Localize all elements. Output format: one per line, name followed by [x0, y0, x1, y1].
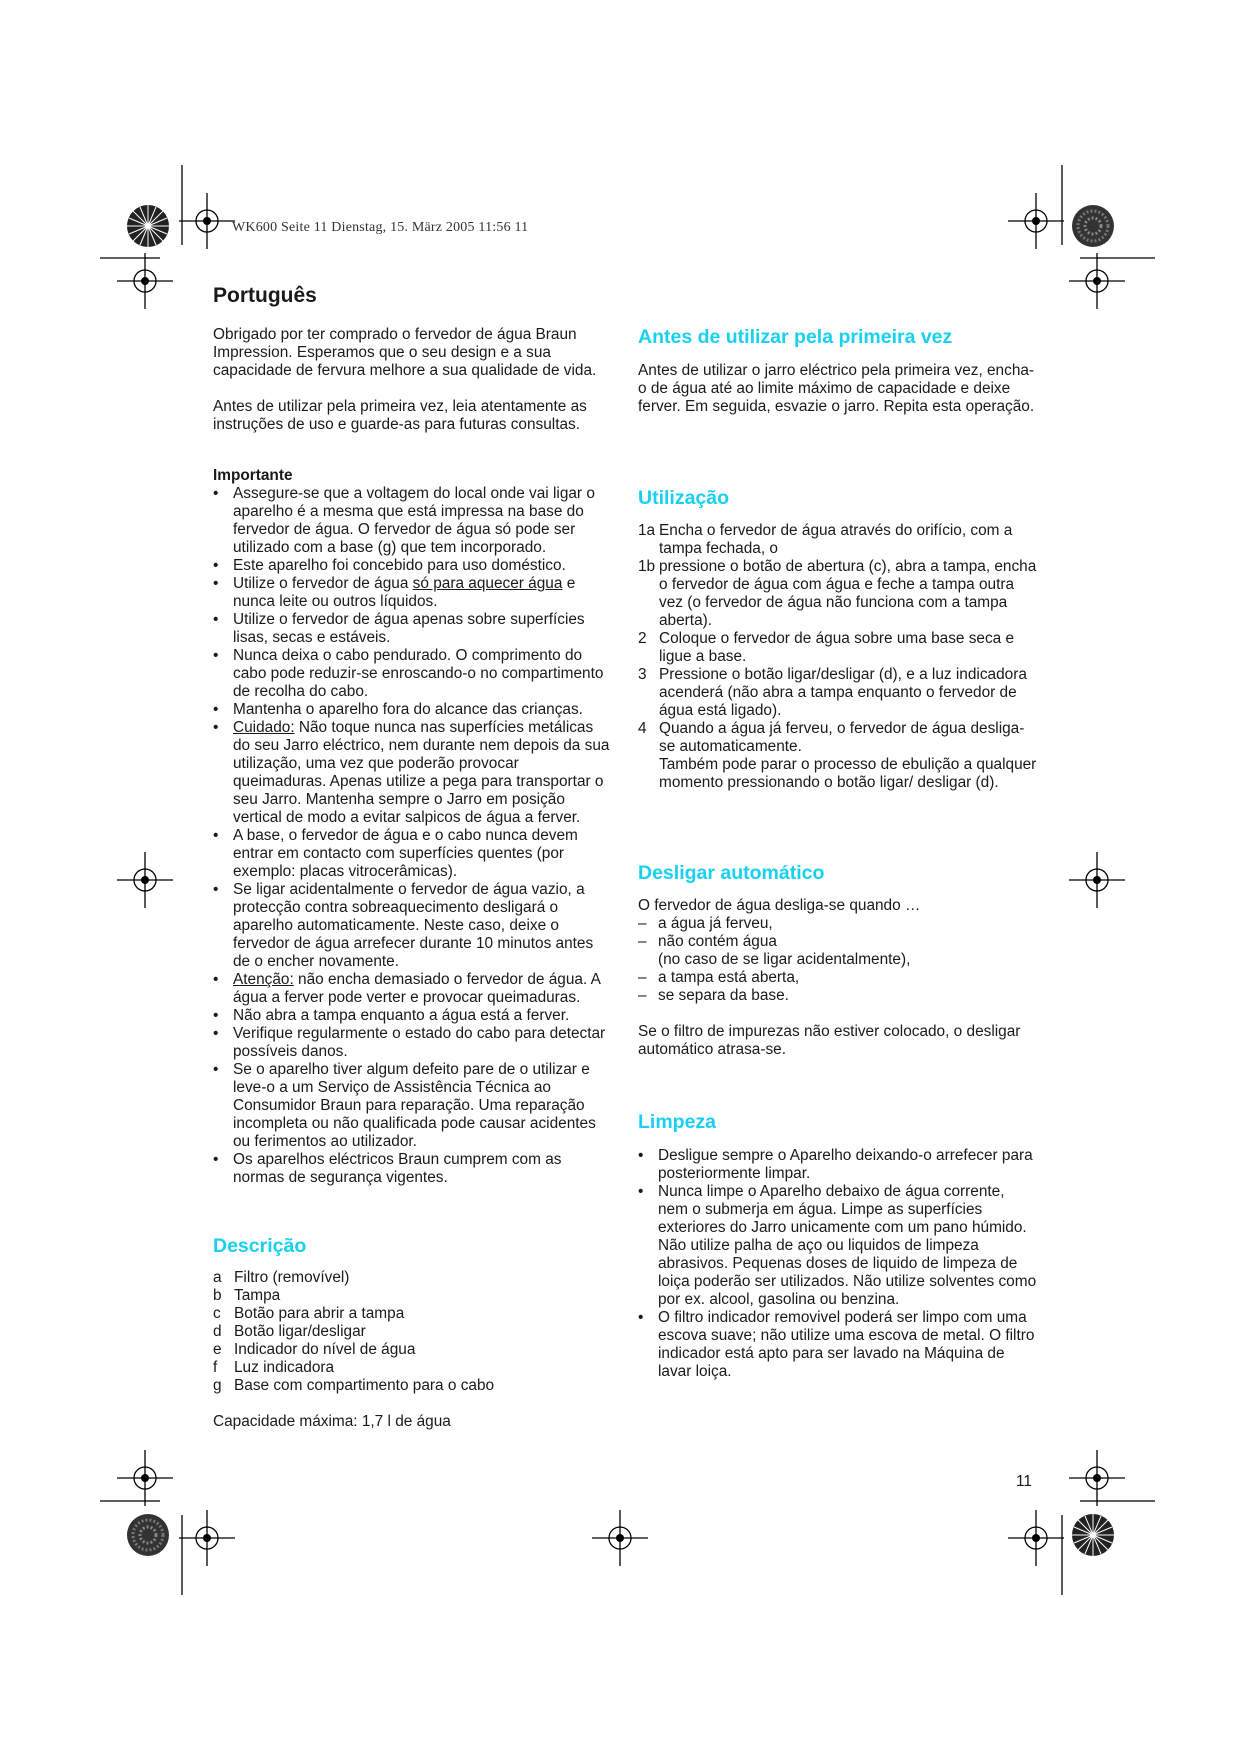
list-item: • Utilize o fervedor de água só para aquecer água e nunca leite ou outros líquidos. [213, 575, 576, 610]
desligar-section [638, 897, 1038, 1059]
list-item: • Este aparelho foi concebido para uso doméstico. [213, 557, 566, 574]
list-item: b Tampa [213, 1287, 281, 1304]
list-item: • Mantenha o aparelho fora do alcance das crianças. [213, 701, 583, 718]
list-item: a Filtro (removível) [213, 1269, 350, 1286]
list-item: • Cuidado: Não toque nunca nas superfícies metálicas do seu Jarro eléctrico, nem durante nem depois da sua utilização, uma vez que poderão provocar queimaduras. Apenas utilize a pega para transportar o seu Jarro. Mantenha sempre o Jarro em posição vertical de modo a evitar salpicos de água a ferver. [213, 719, 610, 826]
bullet-icon: • [213, 971, 219, 988]
registration-mark-bottom-right [1008, 1510, 1114, 1595]
bullet-icon: • [213, 827, 219, 844]
list-item: – a água já ferveu, [638, 915, 773, 932]
importante-heading: Importante [213, 467, 293, 484]
bullet-icon: • [213, 1025, 219, 1042]
bullet-icon: • [213, 557, 219, 574]
list-item: • Utilize o fervedor de água apenas sobre superfícies lisas, secas e estáveis. [213, 611, 585, 646]
list-item: • Se o aparelho tiver algum defeito pare de o utilizar e leve-o a um Serviço de Assistência Técnica ao Consumidor Braun para reparação. Uma reparação incompleta ou não qualificada pode causar acidentes ou ferimentos ao utilizador. [213, 1061, 596, 1150]
registration-mark-bottom-center [592, 1510, 648, 1566]
bullet-icon: • [213, 575, 219, 592]
list-item: g Base com compartimento para o cabo [213, 1377, 495, 1394]
capacity-note: Capacidade máxima: 1,7 l de água [213, 1413, 451, 1430]
importante-list [213, 485, 613, 1187]
dash-icon: – [638, 987, 647, 1004]
limpeza-heading: Limpeza [638, 1111, 717, 1133]
limpeza-list [638, 1147, 1038, 1381]
registration-mark-bottom-left [127, 1510, 235, 1595]
registration-mark-left-upper [100, 253, 173, 309]
list-item: • Atenção: não encha demasiado o fervedor de água. A água a ferver pode verter e provocar queimaduras. [213, 971, 601, 1006]
bullet-icon: • [213, 701, 219, 718]
list-item: • Nunca deixa o cabo pendurado. O comprimento do cabo pode reduzir-se enroscando-o no compartimento de recolha do cabo. [213, 647, 604, 700]
bullet-icon: • [638, 1147, 644, 1164]
dash-icon: – [638, 915, 647, 932]
list-item: d Botão ligar/desligar [213, 1323, 366, 1340]
desligar-lead: O fervedor de água desliga-se quando … [638, 897, 921, 914]
registration-mark-top-right [1008, 165, 1114, 249]
utilizacao-section [638, 522, 1038, 792]
descricao-list [213, 1269, 613, 1395]
bullet-icon: • [213, 881, 219, 898]
list-item: • Verifique regularmente o estado do cabo para detectar possíveis danos. [213, 1025, 606, 1060]
page-number: 11 [1016, 1473, 1032, 1490]
list-item: • Nunca limpe o Aparelho debaixo de água corrente, nem o submerja em água. Limpe as superfícies exteriores do Jarro unicamente com um pano húmido. Não utilize palha de aço ou liquidos de limpeza abrasivos. Pequenas doses de liquido de limpeza de loiça poderão ser utilizados. Não utilize solventes como por ex. alcool, gasolina ou benzina. [638, 1183, 1037, 1308]
bullet-icon: • [638, 1309, 644, 1326]
list-item: • Desligue sempre o Aparelho deixando-o arrefecer para posteriormente limpar. [638, 1147, 1033, 1182]
desligar-list [638, 915, 1038, 1005]
registration-mark-right-upper [1069, 253, 1155, 309]
list-item: e Indicador do nível de água [213, 1341, 416, 1358]
registration-mark-left-middle [117, 852, 173, 908]
registration-mark-right-lower [1069, 1450, 1155, 1506]
list-item: – se separa da base. [638, 987, 789, 1004]
bullet-icon: • [213, 485, 219, 502]
antes-section [638, 362, 1038, 416]
registration-mark-right-middle [1069, 852, 1125, 908]
list-item: • O filtro indicador removivel poderá ser limpo com uma escova suave; não utilize uma escova de metal. O filtro indicador está apto para ser lavado na Máquina de lavar loiça. [638, 1309, 1035, 1380]
bullet-icon: • [213, 1007, 219, 1024]
limpeza-section [638, 1147, 1038, 1381]
utilizacao-extra: Também pode parar o processo de ebulição a qualquer momento pressionando o botão ligar/ desligar (d). [659, 756, 1037, 791]
list-item: 2 Coloque o fervedor de água sobre uma base seca e ligue a base. [638, 630, 1015, 665]
list-item: 4 Quando a água já ferveu, o fervedor de água desliga-se automaticamente. [638, 720, 1025, 755]
importante-section [213, 467, 613, 1187]
page-title: Português [213, 284, 317, 307]
list-item: • A base, o fervedor de água e o cabo nunca devem entrar em contacto com superfícies quentes (por exemplo: placas vitrocerâmicas). [213, 827, 578, 880]
list-item: • Assegure-se que a voltagem do local onde vai ligar o aparelho é a mesma que está impressa na base do fervedor de água. O fervedor de água só pode ser utilizado com a base (g) que tem incorporado. [213, 485, 595, 556]
antes-heading: Antes de utilizar pela primeira vez [638, 326, 953, 348]
descricao-section [213, 1269, 613, 1431]
utilizacao-list [638, 522, 1038, 756]
list-item: 1b pressione o botão de abertura (c), abra a tampa, encha o fervedor de água com água e feche a tampa outra vez (o fervedor de água não funciona com a tampa aberta). [638, 558, 1037, 629]
desligar-note: Se o filtro de impurezas não estiver colocado, o desligar automático atrasa-se. [638, 1023, 1021, 1058]
list-item: • Não abra a tampa enquanto a água está a ferver. [213, 1007, 570, 1024]
registration-mark-top-left [127, 165, 235, 249]
descricao-heading: Descrição [213, 1235, 307, 1257]
dash-icon: – [638, 933, 647, 950]
list-item: – não contém água (no caso de se ligar acidentalmente), [638, 933, 911, 968]
list-item: f Luz indicadora [213, 1359, 335, 1376]
antes-paragraph: Antes de utilizar o jarro eléctrico pela primeira vez, encha-o de água até ao limite máximo de capacidade e deixe ferver. Em seguida, esvazie o jarro. Repita esta operação. [638, 362, 1035, 415]
intro-paragraph-1: Obrigado por ter comprado o fervedor de água Braun Impression. Esperamos que o seu design e a sua capacidade de fervura melhore a sua qualidade de vida. [213, 326, 597, 379]
intro-section [213, 326, 613, 434]
registration-mark-left-lower [100, 1450, 173, 1506]
bullet-icon: • [213, 1151, 219, 1168]
list-item: c Botão para abrir a tampa [213, 1305, 405, 1322]
bullet-icon: • [638, 1183, 644, 1200]
desligar-heading: Desligar automático [638, 862, 825, 884]
list-item: 3 Pressione o botão ligar/desligar (d), e a luz indicadora acenderá (não abra a tampa enquanto o fervedor de água está ligado). [638, 666, 1027, 719]
bullet-icon: • [213, 719, 219, 736]
utilizacao-heading: Utilização [638, 487, 730, 509]
dash-icon: – [638, 969, 647, 986]
intro-paragraph-2: Antes de utilizar pela primeira vez, leia atentamente as instruções de uso e guarde-as para futuras consultas. [213, 398, 587, 433]
bullet-icon: • [213, 1061, 219, 1078]
bullet-icon: • [213, 611, 219, 628]
bullet-icon: • [213, 647, 219, 664]
print-slug: WK600 Seite 11 Dienstag, 15. März 2005 11:56 11 [232, 220, 529, 235]
list-item: • Os aparelhos eléctricos Braun cumprem com as normas de segurança vigentes. [213, 1151, 562, 1186]
list-item: • Se ligar acidentalmente o fervedor de água vazio, a protecção contra sobreaquecimento desligará o aparelho automaticamente. Neste caso, deixe o fervedor de água arrefecer durante 10 minutos antes de o encher novamente. [213, 881, 594, 970]
list-item: – a tampa está aberta, [638, 969, 800, 986]
list-item: 1a Encha o fervedor de água através do orifício, com a tampa fechada, o [638, 522, 1013, 557]
